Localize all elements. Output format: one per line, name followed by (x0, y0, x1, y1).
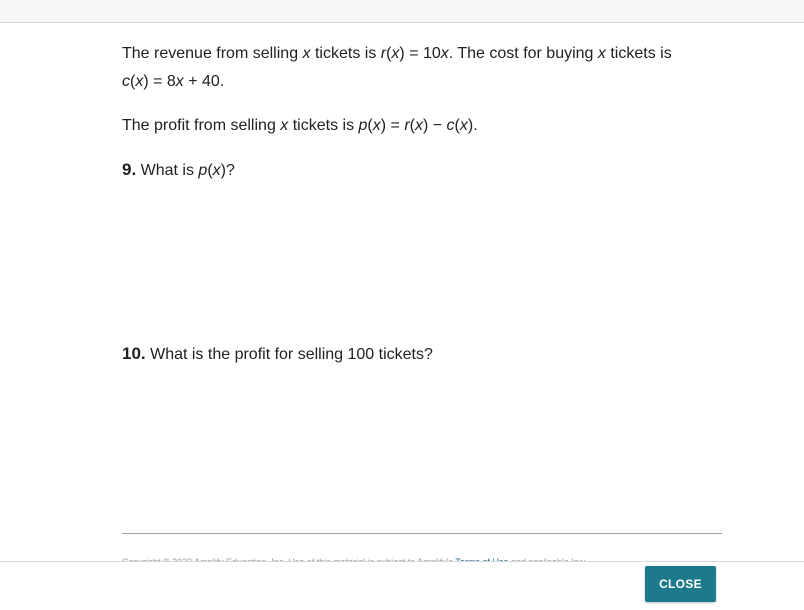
top-toolbar (0, 0, 804, 23)
question-text: What is the profit for selling 100 tickets? (145, 346, 433, 363)
question-number: 9. (122, 160, 137, 179)
question-9: 9. What is p(x)? (122, 160, 235, 179)
profit-statement: The profit from selling x tickets is p(x) = r(x) − c(x). (122, 117, 478, 134)
question-10 (122, 340, 722, 369)
revenue-cost-statement: The revenue from selling x tickets is r(x) = 10x. The cost for buying x tickets is c(x) = 8x + 40. (122, 45, 672, 90)
close-button[interactable]: CLOSE (645, 566, 716, 602)
footer-divider (122, 533, 722, 534)
question-number: 10. (122, 344, 146, 363)
